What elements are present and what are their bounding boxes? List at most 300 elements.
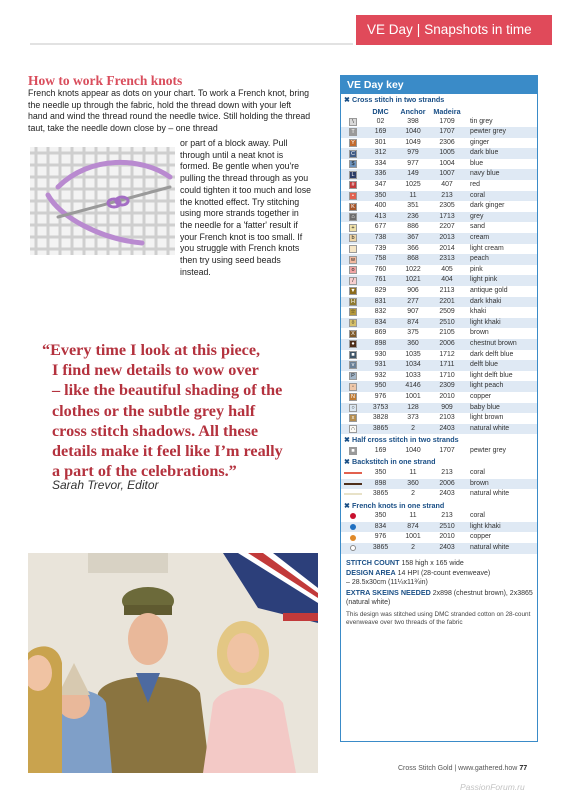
quote-line: cross stitch shadows. All these	[52, 421, 259, 440]
thread-name: copper	[470, 533, 492, 541]
anchor-value: 1033	[405, 371, 421, 379]
dmc-value: 3865	[372, 490, 389, 498]
thread-name: brown	[470, 479, 489, 487]
dmc-column-header: DMC	[372, 106, 389, 116]
dmc-value: 169	[374, 446, 387, 454]
thread-symbol: ∩	[349, 425, 357, 433]
thread-symbol: K	[349, 203, 357, 211]
symbol-cell	[341, 392, 365, 403]
dmc-value: 02	[376, 117, 385, 125]
madeira-value: 909	[441, 403, 453, 411]
symbol-cell	[341, 286, 365, 297]
symbol-cell	[341, 381, 365, 392]
thread-symbol: Y	[349, 139, 357, 147]
anchor-value: 366	[407, 244, 419, 252]
dmc-value: 760	[374, 265, 387, 273]
thread-symbol: o	[349, 266, 357, 274]
madeira-value: 1709	[439, 117, 455, 125]
madeira-value: 2010	[439, 392, 455, 400]
page-number: 77	[519, 765, 528, 772]
key-title: VE Day key	[341, 76, 537, 94]
symbol-cell	[341, 479, 365, 490]
dmc-value: 677	[374, 223, 387, 231]
madeira-value: 2006	[439, 339, 455, 347]
thread-name: red	[470, 181, 480, 189]
design-area-value: 14 HPI (28-count evenweave)	[397, 569, 491, 577]
thread-name: pink	[470, 265, 483, 273]
key-row	[341, 489, 537, 500]
symbol-cell	[341, 297, 365, 308]
madeira-value: 1710	[439, 371, 455, 379]
madeira-value: 405	[441, 265, 453, 273]
thread-symbol: w	[349, 256, 357, 264]
header-rule	[30, 43, 353, 45]
thread-name: baby blue	[470, 403, 500, 411]
thread-name: grey	[470, 212, 484, 220]
thread-name: light delft blue	[470, 371, 513, 379]
key-row	[341, 532, 537, 543]
cross-stitch-photo	[28, 553, 318, 773]
madeira-value: 2013	[439, 234, 455, 242]
thread-name: dark khaki	[470, 297, 502, 305]
madeira-value: 2014	[439, 244, 455, 252]
thread-symbol: •	[349, 192, 357, 200]
symbol-cell	[341, 360, 365, 371]
key-row	[341, 138, 537, 149]
dmc-value: 3865	[372, 543, 389, 551]
dmc-value: 831	[374, 297, 387, 305]
madeira-value: 1004	[439, 159, 455, 167]
design-area-label: DESIGN AREA	[346, 567, 396, 577]
anchor-value: 1040	[405, 446, 421, 454]
madeira-value: 2010	[439, 533, 455, 541]
french-knot-dot	[350, 513, 356, 519]
anchor-value: 1022	[405, 265, 421, 273]
dmc-value: 3865	[372, 424, 389, 432]
stitch-count	[346, 558, 533, 568]
thread-name: chestnut brown	[470, 339, 517, 347]
thread-symbol: /	[349, 277, 357, 285]
thread-symbol: \	[349, 118, 357, 126]
thread-name: brown	[470, 329, 489, 337]
madeira-value: 2309	[439, 382, 455, 390]
cross-icon: ✖	[344, 500, 351, 510]
key-row	[341, 201, 537, 212]
thread-name: delft blue	[470, 361, 498, 369]
symbol-cell	[341, 233, 365, 244]
thread-symbol: ◦	[349, 383, 357, 391]
madeira-column-header: Madeira	[433, 106, 461, 116]
symbol-cell	[341, 446, 365, 457]
half-cross-rows	[341, 446, 537, 457]
anchor-value: 906	[407, 287, 419, 294]
symbol-cell	[341, 532, 365, 543]
madeira-value: 1712	[439, 350, 455, 358]
dmc-value: 758	[374, 255, 387, 263]
thread-symbol: x	[349, 414, 357, 422]
thread-symbol: T	[349, 128, 357, 136]
key-row	[341, 318, 537, 329]
anchor-value: 886	[407, 223, 419, 231]
section-header	[356, 15, 552, 45]
symbol-cell	[341, 159, 365, 170]
symbol-cell	[341, 468, 365, 479]
symbol-cell	[341, 328, 365, 339]
thread-name: peach	[470, 255, 489, 263]
symbol-cell	[341, 180, 365, 191]
symbol-cell	[341, 511, 365, 522]
thread-name: pewter grey	[470, 446, 507, 454]
cross-icon: ✖	[344, 95, 351, 104]
thread-name: sand	[470, 223, 485, 231]
key-row	[341, 254, 537, 265]
symbol-cell	[341, 489, 365, 500]
footer-text: Cross Stitch Gold | www.gathered.how	[398, 765, 518, 772]
thread-name: cream	[470, 234, 490, 242]
madeira-value: 407	[441, 181, 453, 189]
anchor-value: 1021	[405, 276, 421, 284]
french-knots-heading: How to work French knots	[28, 73, 183, 88]
symbol-column-header	[341, 106, 365, 117]
symbol-cell	[341, 543, 365, 554]
thread-name: light brown	[470, 414, 504, 422]
quote-line: clothes or the subtle grey half	[52, 401, 256, 420]
anchor-value: 979	[407, 149, 419, 157]
watermark: PassionForum.ru	[460, 782, 525, 792]
dmc-value: 761	[374, 276, 387, 284]
dmc-value: 400	[374, 202, 387, 210]
dmc-value: 834	[374, 318, 387, 326]
cross-stitch-rows	[341, 117, 537, 435]
thread-name: antique gold	[470, 287, 508, 294]
thread-symbol: P	[349, 372, 357, 380]
anchor-value: 1049	[405, 138, 421, 146]
key-row	[341, 522, 537, 533]
dmc-value: 350	[374, 468, 387, 476]
thread-name: natural white	[470, 424, 510, 432]
dmc-value: 169	[374, 128, 387, 136]
thread-name: coral	[470, 191, 485, 199]
cross-icon: ✖	[344, 435, 351, 445]
thread-symbol: N	[349, 393, 357, 401]
madeira-value: 213	[441, 468, 453, 476]
stitch-count-label: STITCH COUNT	[346, 557, 400, 567]
key-row	[341, 468, 537, 479]
thread-name: pewter grey	[470, 128, 507, 136]
thread-symbol: ■	[349, 447, 357, 455]
symbol-cell	[341, 350, 365, 361]
quote-line: “Every time I look at this piece,	[42, 341, 261, 359]
symbol-cell	[341, 275, 365, 286]
cross-stitch-heading-text: Cross stitch in two strands	[352, 95, 445, 104]
stitch-note: This design was stitched using DMC stranded cotton on 28-count evenweave over two threads of the fabric	[346, 610, 531, 627]
dmc-value: 3828	[372, 414, 389, 422]
design-area	[346, 568, 533, 578]
thread-name: tin grey	[470, 117, 493, 125]
madeira-value: 1707	[439, 446, 455, 454]
thread-symbol: ▼	[350, 288, 356, 295]
french-knots-paragraph-side: or part of a block away. Pull through until a neat knot is formed. Be gentle when you're pulling the thread through as you could tighten it too much and lose the knotted effect. Try stitching using more strands together in the needle for a 'fatter' result if your French knot is too small. If you struggle with French knots then try using seed beads instead.	[180, 138, 312, 277]
symbol-cell	[341, 424, 365, 435]
dmc-value: 413	[374, 212, 387, 220]
symbol-cell	[341, 413, 365, 424]
key-row	[341, 212, 537, 223]
key-row	[341, 392, 537, 403]
extra-skeins-label: EXTRA SKEINS NEEDED	[346, 587, 431, 597]
thread-symbol: ⌒	[350, 245, 356, 252]
extra-skeins-value: 2x898 (chestnut brown), 2x3865 (natural white)	[346, 589, 533, 607]
key-row	[341, 543, 537, 554]
dmc-value: 976	[374, 533, 387, 541]
ve-day-key	[340, 75, 538, 742]
thread-symbol: C	[349, 150, 357, 158]
thread-symbol: +	[349, 224, 357, 232]
madeira-value: 213	[441, 512, 453, 520]
madeira-value: 2403	[439, 424, 455, 432]
thread-name: dark ginger	[470, 202, 505, 210]
symbol-cell	[341, 222, 365, 233]
key-row	[341, 297, 537, 308]
pull-quote	[42, 340, 332, 481]
design-area-size: – 28.5x30cm (11¼x11¾in)	[346, 579, 428, 587]
key-row	[341, 307, 537, 318]
thread-symbol: ☆	[350, 309, 356, 316]
thread-symbol: $	[349, 160, 357, 168]
key-row	[341, 148, 537, 159]
key-row	[341, 479, 537, 490]
madeira-value: 1007	[439, 170, 455, 178]
key-row	[341, 180, 537, 191]
anchor-column-header: Anchor	[400, 106, 426, 116]
key-row	[341, 286, 537, 297]
key-row	[341, 222, 537, 233]
dmc-value: 336	[374, 170, 387, 178]
madeira-value: 1707	[439, 128, 455, 136]
dmc-value: 3753	[372, 403, 389, 411]
thread-name: light pink	[470, 276, 498, 284]
key-row	[341, 371, 537, 382]
thread-name: blue	[470, 159, 484, 167]
dmc-value: 932	[374, 371, 387, 379]
anchor-value: 149	[407, 170, 419, 178]
french-knot-dot	[350, 535, 356, 541]
symbol-cell	[341, 191, 365, 202]
symbol-cell	[341, 339, 365, 350]
thread-name: coral	[470, 468, 485, 476]
dmc-value: 869	[374, 329, 387, 337]
madeira-value: 404	[441, 276, 453, 284]
anchor-value: 1001	[405, 533, 421, 541]
madeira-value: 1005	[439, 149, 455, 157]
madeira-value: 2313	[439, 255, 455, 263]
anchor-value: 868	[407, 255, 419, 263]
stitch-stats	[341, 554, 537, 628]
dmc-value: 950	[374, 382, 387, 390]
french-knots-key-heading	[341, 500, 537, 512]
key-row	[341, 350, 537, 361]
backstitch-heading-text: Backstitch in one strand	[352, 457, 436, 467]
anchor-value: 874	[407, 318, 419, 326]
thread-name: light khaki	[470, 318, 501, 326]
key-row	[341, 381, 537, 392]
anchor-value: 375	[407, 329, 419, 337]
symbol-cell	[341, 254, 365, 265]
cross-stitch-heading	[341, 94, 537, 106]
thread-symbol: H	[349, 298, 357, 306]
thread-name: coral	[470, 512, 485, 520]
backstitch-line-swatch	[344, 493, 362, 495]
dmc-value: 312	[374, 149, 387, 157]
key-row	[341, 127, 537, 138]
key-row	[341, 117, 537, 128]
thread-name: natural white	[470, 490, 510, 498]
dmc-value: 832	[374, 308, 387, 316]
anchor-value: 1040	[405, 128, 421, 136]
thread-symbol: ○	[349, 404, 357, 412]
dmc-value: 350	[374, 512, 387, 520]
symbol-cell	[341, 169, 365, 180]
dmc-value: 931	[374, 361, 387, 369]
anchor-value: 11	[409, 468, 417, 476]
thread-name: light cream	[470, 244, 504, 252]
section-subtitle: Snapshots in time	[424, 22, 532, 37]
backstitch-heading	[341, 456, 537, 468]
key-row	[341, 511, 537, 522]
anchor-value: 11	[409, 191, 417, 199]
header-separator: |	[416, 22, 421, 37]
thread-symbol: ■	[349, 351, 357, 359]
thread-symbol: ⌂	[349, 213, 357, 221]
key-row	[341, 159, 537, 170]
anchor-value: 11	[409, 512, 417, 520]
symbol-cell	[341, 265, 365, 276]
madeira-value: 2403	[439, 543, 455, 551]
symbol-cell	[341, 138, 365, 149]
thread-symbol: ●	[349, 340, 357, 348]
madeira-value: 2510	[439, 522, 455, 530]
anchor-value: 4146	[405, 382, 421, 390]
quote-line: I find new details to wow over	[52, 361, 259, 380]
stitch-count-value: 158 high x 165 wide	[401, 559, 464, 567]
thread-symbol: #	[349, 181, 357, 189]
dmc-value: 898	[374, 339, 387, 347]
french-knot-rows	[341, 511, 537, 553]
madeira-value: 2509	[439, 308, 455, 316]
symbol-cell	[341, 307, 365, 318]
thread-symbol: v	[349, 361, 357, 369]
anchor-value: 1035	[405, 350, 421, 358]
french-knots-paragraph-top: French knots appear as dots on your chart. To work a French knot, bring the needle up through the fabric, hold the thread down with your left hand and wind the thread round the needle twice. Still holding the thread taut, take the needle down close by – one thread	[28, 88, 311, 134]
key-row	[341, 446, 537, 457]
backstitch-rows	[341, 468, 537, 500]
symbol-cell	[341, 148, 365, 159]
symbol-cell	[341, 201, 365, 212]
thread-name: natural white	[470, 543, 510, 551]
quote-line: a part of the celebrations.”	[52, 462, 237, 481]
madeira-value: 2510	[439, 318, 455, 326]
key-row	[341, 191, 537, 202]
anchor-value: 360	[407, 479, 419, 487]
anchor-value: 907	[407, 308, 419, 316]
cross-icon: ✖	[344, 457, 351, 467]
dmc-value: 930	[374, 350, 387, 358]
half-cross-heading	[341, 434, 537, 446]
anchor-value: 360	[407, 339, 419, 347]
thread-name: dark delft blue	[470, 350, 514, 358]
thread-name: light peach	[470, 382, 504, 390]
thread-name: copper	[470, 392, 492, 400]
thread-symbol: L	[349, 171, 357, 179]
symbol-cell	[341, 117, 365, 128]
madeira-value: 2113	[439, 287, 455, 294]
anchor-value: 373	[407, 414, 419, 422]
dmc-value: 347	[374, 181, 387, 189]
key-row	[341, 169, 537, 180]
french-knot-dot	[350, 545, 356, 551]
madeira-value: 1713	[439, 212, 455, 220]
key-row	[341, 339, 537, 350]
quote-line: details make it feel like I’m really	[52, 442, 283, 461]
thread-name: ginger	[470, 138, 490, 146]
madeira-value: 2103	[439, 414, 455, 422]
backstitch-line-swatch	[344, 472, 362, 474]
thread-symbol: b	[349, 234, 357, 242]
key-row	[341, 403, 537, 414]
symbol-cell	[341, 212, 365, 223]
dmc-value: 976	[374, 392, 387, 400]
thread-name: dark blue	[470, 149, 499, 157]
anchor-value: 277	[407, 297, 419, 305]
section-name: VE Day	[367, 22, 413, 37]
dmc-value: 350	[374, 191, 387, 199]
key-row	[341, 244, 537, 255]
anchor-value: 2	[411, 424, 415, 432]
madeira-value: 2201	[439, 297, 455, 305]
page-footer	[398, 765, 527, 772]
french-knot-dot	[350, 524, 356, 530]
symbol-cell	[341, 244, 365, 255]
quote-line: – like the beautiful shading of the	[52, 381, 283, 400]
dmc-value: 301	[374, 138, 387, 146]
key-row	[341, 265, 537, 276]
symbol-cell	[341, 403, 365, 414]
key-row	[341, 424, 537, 435]
key-row	[341, 233, 537, 244]
dmc-value: 334	[374, 159, 387, 167]
madeira-value: 2305	[439, 202, 455, 210]
madeira-value: 2306	[439, 138, 455, 146]
half-cross-heading-text: Half cross stitch in two strands	[352, 435, 459, 445]
madeira-value: 1711	[439, 361, 455, 369]
backstitch-line-swatch	[344, 483, 362, 485]
thread-name: khaki	[470, 308, 487, 316]
symbol-cell	[341, 371, 365, 382]
dmc-value: 834	[374, 522, 387, 530]
anchor-value: 2	[411, 490, 415, 498]
thread-symbol: X	[349, 330, 357, 338]
anchor-value: 398	[407, 117, 419, 125]
key-column-headers	[341, 106, 537, 117]
madeira-value: 213	[441, 191, 453, 199]
symbol-cell	[341, 127, 365, 138]
madeira-value: 2105	[439, 329, 455, 337]
dmc-value: 739	[374, 244, 387, 252]
anchor-value: 367	[407, 234, 419, 242]
dmc-value: 898	[374, 479, 387, 487]
madeira-value: 2006	[439, 479, 455, 487]
anchor-value: 1025	[405, 181, 421, 189]
anchor-value: 351	[407, 202, 419, 210]
